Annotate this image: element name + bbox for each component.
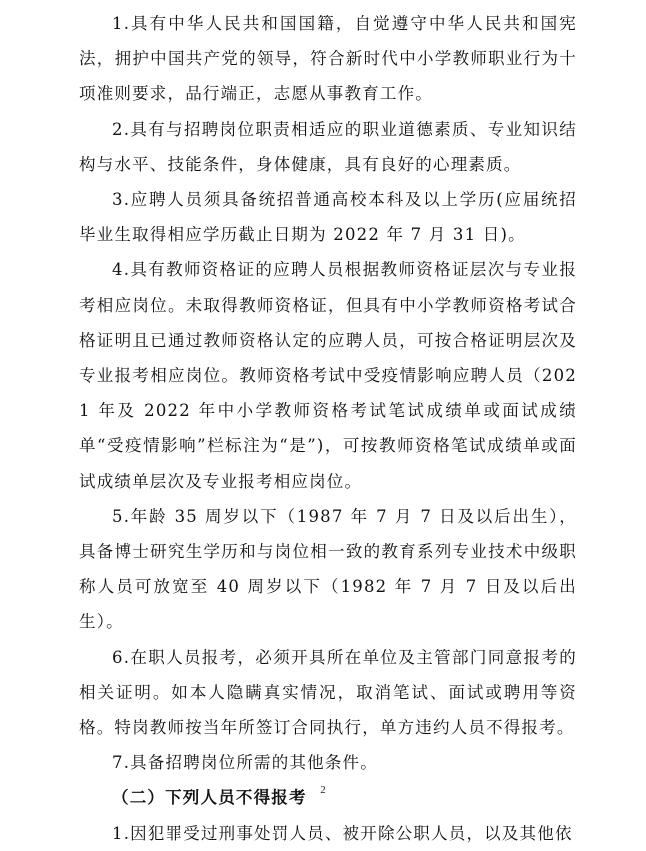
requirement-paragraph-6: 6.在职人员报考，必须开具所在单位及主管部门同意报考的相关证明。如本人隐瞒真实情况，取消笔试、面试或聘用等资格。特岗教师按当年所签订合同执行，单方违约人员不得报考。 bbox=[79, 647, 577, 738]
requirement-paragraph-7: 7.具备招聘岗位所需的其他条件。 bbox=[112, 753, 378, 773]
section-heading-exclusions: （二）下列人员不得报考 bbox=[112, 788, 307, 808]
requirement-paragraph-3: 3.应聘人员须具备统招普通高校本科及以上学历(应届统招毕业生取得相应学历截止日期为 2022 年 7 月 31 日)。 bbox=[79, 190, 577, 245]
document-body bbox=[79, 6, 577, 851]
requirement-paragraph-2: 2.具有与招聘岗位职责相适应的职业道德素质、专业知识结构与水平、技能条件，身体健康，具有良好的心理素质。 bbox=[79, 119, 577, 174]
requirement-paragraph-1: 1.具有中华人民共和国国籍，自觉遵守中华人民共和国宪法，拥护中国共产党的领导，符合新时代中小学教师职业行为十项准则要求，品行端正，志愿从事教育工作。 bbox=[79, 14, 577, 104]
exclusion-paragraph-1: 1.因犯罪受过刑事处罚人员、被开除公职人员，以及其他依 bbox=[112, 823, 573, 843]
requirement-paragraph-4: 4.具有教师资格证的应聘人员根据教师资格证层次与专业报考相应岗位。未取得教师资格证，但具有中小学教师资格考试合格证明且已通过教师资格认定的应聘人员，可按合格证明层次及专业报考相应岗位。教师资格考试中受疫情影响应聘人员（2021 年及 2022 年中小学教师资格考试笔试成绩单或面试成绩单“受疫情影响”栏标注为“是”)，可按教师资格笔试成绩单或面试成绩单层次及专业报考相应岗位。 bbox=[79, 260, 577, 491]
requirement-paragraph-5: 5.年龄 35 周岁以下（1987 年 7 月 7 日及以后出生），具备博士研究生学历和与岗位相一致的教育系列专业技术中级职称人员可放宽至 40 周岁以下（1982 年 7 月 7 日及以后出生）。 bbox=[79, 506, 577, 632]
page-number: 2 bbox=[320, 784, 326, 796]
